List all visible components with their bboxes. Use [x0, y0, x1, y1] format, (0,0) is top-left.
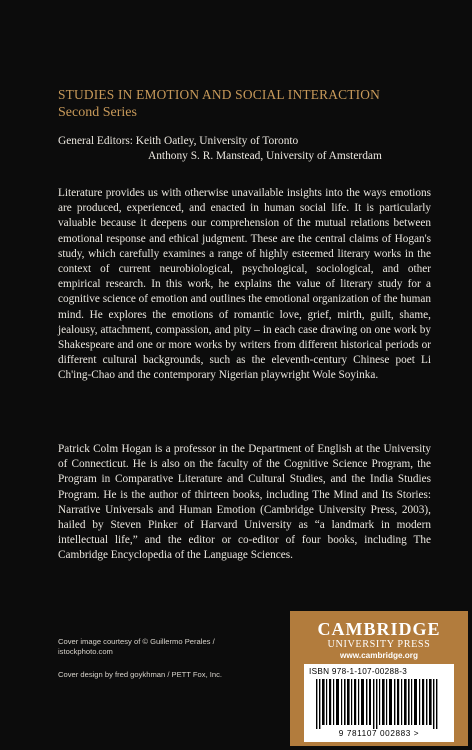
publisher-press: UNIVERSITY PRESS	[327, 639, 431, 650]
series-subtitle: Second Series	[58, 105, 137, 120]
cover-image-credit	[58, 637, 258, 657]
barcode-digits: 9 781107 002883 >	[338, 729, 420, 738]
publisher-name: CAMBRIDGE	[317, 619, 441, 639]
barcode-panel	[304, 664, 454, 742]
general-editors	[58, 134, 458, 164]
publisher-url: www.cambridge.org	[340, 651, 418, 660]
cover-image-credit-line-1: Cover image courtesy of © Guillermo Perales /	[58, 637, 215, 646]
barcode-icon	[308, 679, 450, 729]
publisher-logo-block	[290, 611, 468, 746]
cover-image-credit-line-2: istockphoto.com	[58, 647, 113, 656]
editors-line-2: Anthony S. R. Manstead, University of Amsterdam	[148, 150, 382, 162]
author-bio-paragraph: Patrick Colm Hogan is a professor in the Department of English at the University of Connecticut. He is also on the faculty of the Cognitive Science Program, the Program in Comparative Literature and Cultural Studies, and the India Studies Program. He is the author of thirteen books, including The Mind and Its Stories: Narrative Universals and Human Emotion (Cambridge University Press, 2003), hailed by Steven Pinker of Harvard University as “a landmark in modern intellectual life,” and the editor or co-editor of four books, including The Cambridge Encyclopedia of the Language Sciences.	[58, 443, 431, 562]
blurb-paragraph-1: Literature provides us with otherwise unavailable insights into the ways emotions are produced, experienced, and enacted in human social life. It is particularly valuable because it deepens our comprehension of the mutual relations between emotional response and ethical judgment. These are the central claims of Hogan's study, which carefully examines a range of highly esteemed literary works in the context of current neurobiological, psychological, sociological, and other empirical research. In this work, he explains the value of literary study for a cognitive science of emotion and outlines the emotional organization of the human mind. He explores the emotions of romantic love, grief, mirth, guilt, shame, jealousy, attachment, compassion, and pity – in each case drawing on one work by Shakespeare and one or more works by writers from different historical periods or different cultural backgrounds, such as the eleventh-century Chinese poet Li Ch'ing-Chao and the contemporary Nigerian playwright Wole Soyinka.	[58, 187, 431, 382]
isbn-label: ISBN 978-1-107-00288-3	[309, 667, 408, 676]
cover-design-credit: Cover design by fred goykhman / PETT Fox, Inc.	[58, 670, 223, 679]
series-title: STUDIES IN EMOTION AND SOCIAL INTERACTION	[58, 87, 380, 102]
editors-line-1: General Editors: Keith Oatley, University of Toronto	[58, 135, 299, 147]
